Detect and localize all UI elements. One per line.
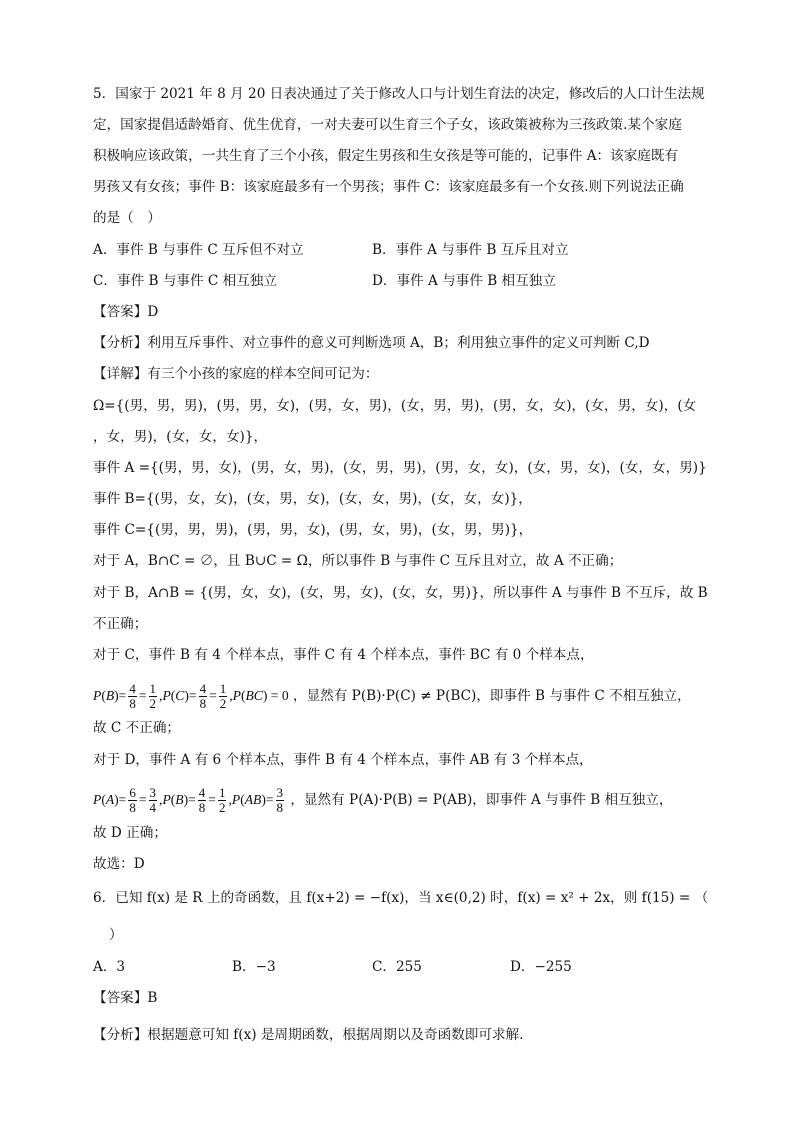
q5-option-a: A．事件 B 与事件 C 互斥但不对立 xyxy=(93,242,304,258)
q5-detail-intro: 【详解】有三个小孩的家庭的样本空间可记为： xyxy=(93,366,379,382)
check-b-line-1: 对于 B，A∩B = {(男，女，女)，(女，男，女)，(女，女，男)}，所以事件 A 与事件 B 不互斥，故 B xyxy=(93,585,708,601)
q5-option-d: D．事件 A 与事件 B 相互独立 xyxy=(372,273,556,289)
q5-option-c: C．事件 B 与事件 C 相互独立 xyxy=(93,273,278,289)
q5-option-b: B．事件 A 与事件 B 互斥且对立 xyxy=(372,242,569,258)
check-c-line-3: 故 C 不正确； xyxy=(93,720,181,736)
check-d-formula: P(A)= $\frac{6}{8}$ = $\frac{3}{4}$ ,P(B)= $\frac{4}{8}$ = $\frac{1}{2}$ ,P(AB)= $\frac{3}{8}$ ，显然有 P(A)·P(B) = P(AB)，即事件 A 与事件 B 相互独立， xyxy=(93,785,673,815)
check-d-line-3: 故 D 正确； xyxy=(93,825,167,841)
q6-analysis: 【分析】根据题意可知 f(x) 是周期函数，根据周期以及奇函数即可求解. xyxy=(93,1027,524,1043)
q5-answer: 【答案】D xyxy=(93,304,159,320)
sample-space-line-2: ，女，男)，(女，女，女)}， xyxy=(93,429,268,445)
q5-line-3: 积极响应该政策，一共生育了三个小孩，假定生男孩和生女孩是等可能的，记事件 A：该家庭既有 xyxy=(93,148,679,164)
q6-option-b: B．−3 xyxy=(232,959,276,975)
check-d-line-1: 对于 D，事件 A 有 6 个样本点，事件 B 有 4 个样本点，事件 AB 有 3 个样本点， xyxy=(93,752,593,768)
q6-stem: 6．已知 f(x) 是 R 上的奇函数，且 f(x+2) = −f(x)，当 x∈(0,2) 时，f(x) = x² + 2x，则 f(15) = （ xyxy=(93,890,709,906)
check-c-formula: P(B)= $\frac{4}{8}$ = $\frac{1}{2}$ ,P(C)= $\frac{4}{8}$ = $\frac{1}{2}$ ,P(BC) = 0 ，显然有 P(B)·P(C) ≠ P(BC)，即事件 B 与事件 C 不相互独立， xyxy=(93,681,691,711)
check-a: 对于 A，B∩C = ∅，且 B∪C = Ω，所以事件 B 与事件 C 互斥且对立，故 A 不正确； xyxy=(93,553,623,569)
event-a-set: 事件 A ={(男，男，女)，(男，女，男)，(女，男，男)，(男，女，女)，(女，男，女)，(女，女，男)} xyxy=(93,460,707,476)
event-c-set: 事件 C={(男，男，男)，(男，男，女)，(男，女，男)，(女，男，男)}， xyxy=(93,522,533,538)
q6-option-d: D．−255 xyxy=(510,959,572,975)
q5-line-2: 定，国家提倡适龄婚育、优生优育，一对夫妻可以生育三个子女，该政策被称为三孩政策.某个家庭 xyxy=(93,117,682,133)
q6-stem-tail: ） xyxy=(109,927,123,943)
event-b-set: 事件 B={(男，女，女)，(女，男，女)，(女，女，男)，(女，女，女)}， xyxy=(93,491,532,507)
q5-conclusion: 故选：D xyxy=(93,856,145,872)
q6-option-a: A．3 xyxy=(93,959,126,975)
q5-line-1: 5．国家于 2021 年 8 月 20 日表决通过了关于修改人口与计划生育法的决定，修改后的人口计生法规 xyxy=(93,86,705,102)
sample-space-line-1: Ω={(男，男，男)，(男，男，女)，(男，女，男)，(女，男，男)，(男，女，女)，(女，男，女)，(女 xyxy=(93,398,697,414)
q6-answer: 【答案】B xyxy=(93,990,158,1006)
q5-analysis: 【分析】利用互斥事件、对立事件的意义可判断选项 A，B；利用独立事件的定义可判断 C,D xyxy=(93,335,650,351)
q5-line-4: 男孩又有女孩；事件 B：该家庭最多有一个男孩；事件 C：该家庭最多有一个女孩.则下列说法正确 xyxy=(93,179,684,195)
check-b-line-2: 不正确； xyxy=(93,616,148,632)
q5-line-5: 的是（ ） xyxy=(93,210,161,226)
q6-option-c: C．255 xyxy=(372,959,422,975)
check-c-line-1: 对于 C，事件 B 有 4 个样本点，事件 C 有 4 个样本点，事件 BC 有 0 个样本点， xyxy=(93,647,594,663)
